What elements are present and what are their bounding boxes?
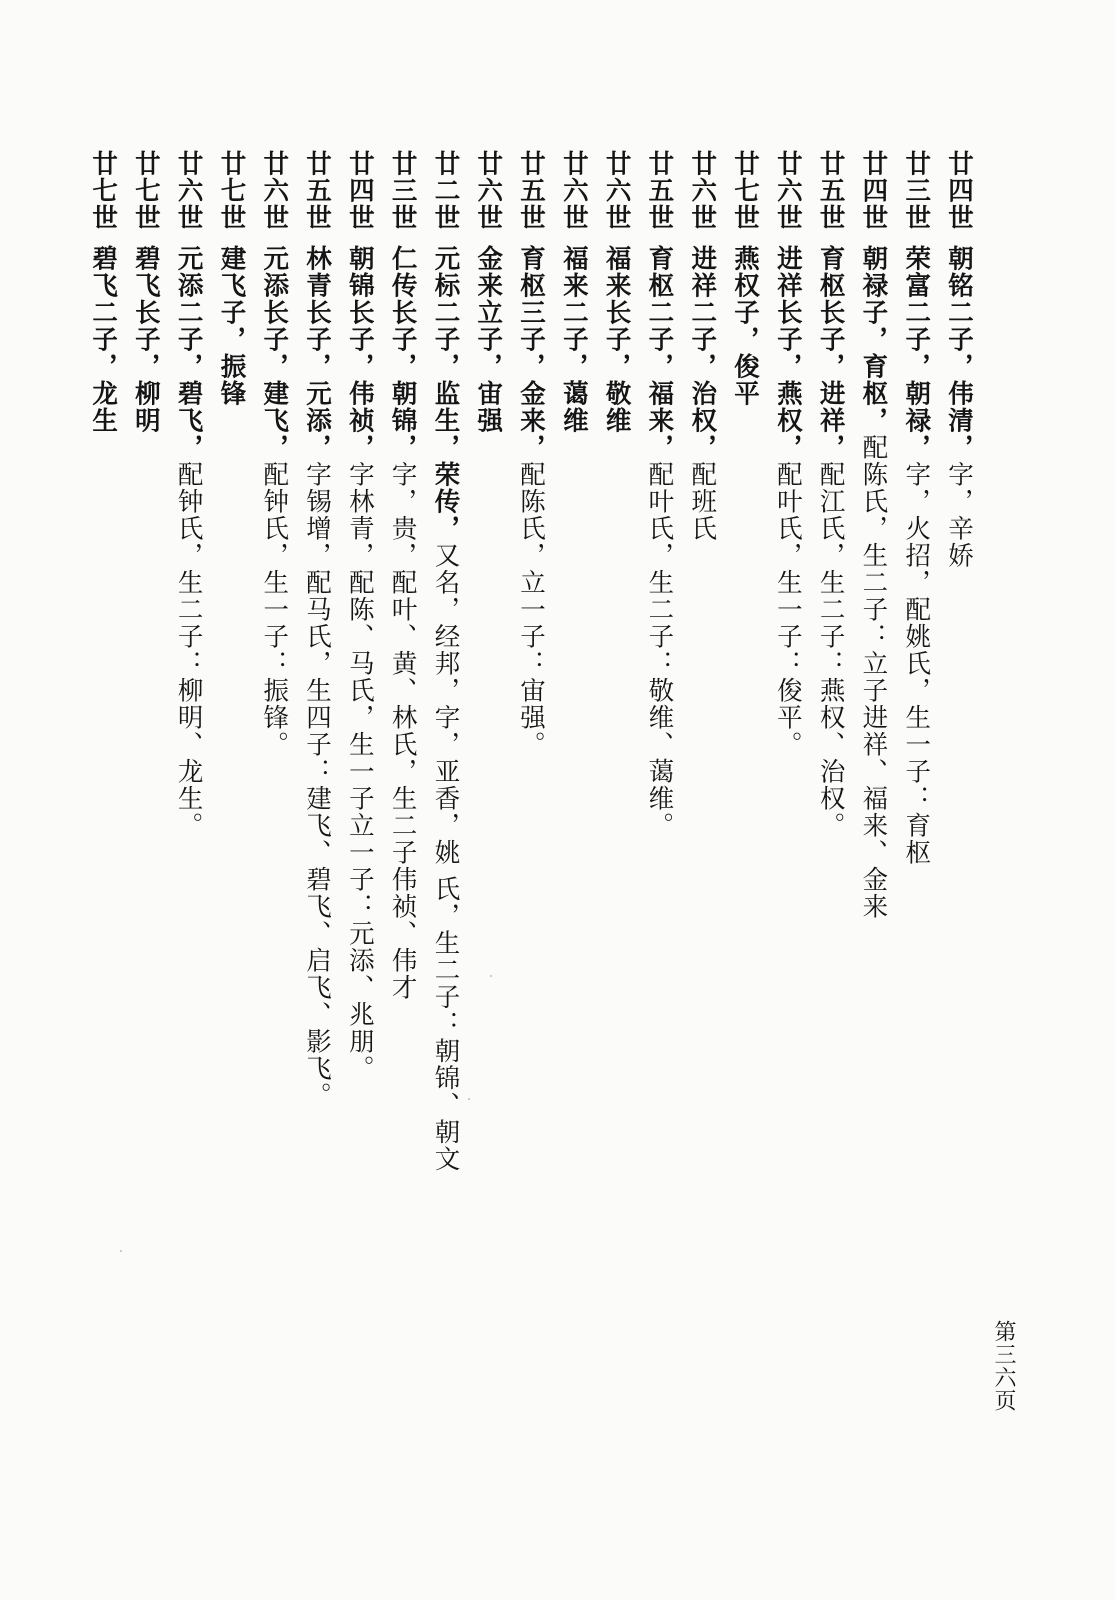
genealogy-entry [809, 150, 852, 839]
entry-heading: 仁传长子，朝锦， [387, 245, 418, 461]
genealogy-entry [124, 150, 167, 434]
generation-label: 廿六世 [687, 150, 718, 231]
entry-heading: 元标二子，监生，荣传， [430, 245, 461, 542]
entry-heading: 林青长子，元添， [302, 245, 333, 461]
entry-detail: 配叶氏，生二子：敬维、蔼维。 [644, 461, 675, 839]
entry-heading: 碧飞长子，柳明 [130, 245, 161, 434]
entry-heading: 元添二子，碧飞， [173, 245, 204, 461]
generation-label: 廿五世 [815, 150, 846, 231]
genealogy-entry [424, 150, 467, 1173]
entry-heading: 福来二子，蔼维 [558, 245, 589, 434]
genealogy-entry [894, 150, 937, 866]
entry-detail: 配陈氏，立一子：宙强。 [516, 461, 547, 758]
generation-label: 廿七世 [730, 150, 761, 231]
genealogy-entry [81, 150, 124, 434]
entry-detail: 配钟氏，生一子：振锋。 [259, 461, 290, 758]
generation-label: 廿四世 [858, 150, 889, 231]
entry-detail: 配叶氏，生一子：俊平。 [772, 461, 803, 758]
generation-label: 廿四世 [944, 150, 974, 231]
entry-heading: 碧飞二子，龙生 [88, 245, 119, 434]
generation-label: 廿六世 [772, 150, 803, 231]
entry-heading: 育枢长子，进祥， [815, 245, 846, 461]
genealogy-entry [723, 150, 766, 407]
entry-heading: 荣富二子，朝禄， [901, 245, 932, 461]
generation-label: 廿六世 [601, 150, 632, 231]
genealogy-entry [338, 150, 381, 1082]
generation-label: 廿三世 [387, 150, 418, 231]
entry-heading: 元添长子，建飞， [259, 245, 290, 461]
genealogy-entry [680, 150, 723, 542]
scan-speck [468, 1098, 470, 1100]
generation-label: 廿六世 [259, 150, 290, 231]
entry-detail: 配钟氏，生二子：柳明、龙生。 [173, 461, 204, 839]
genealogy-entry [167, 150, 210, 839]
entry-detail: 配班氏 [687, 461, 718, 542]
genealogy-entry [252, 150, 295, 758]
entry-detail: 字锡增，配马氏，生四子：建飞、碧飞、启飞、影飞。 [302, 461, 333, 1109]
genealogy-entry [295, 150, 338, 1109]
entry-heading: 育枢三子，金来， [516, 245, 547, 461]
genealogy-entry [210, 150, 253, 407]
entry-detail: 字林青，配陈、马氏，生一子立一子：元添、兆朋。 [344, 461, 375, 1082]
genealogy-entry [638, 150, 681, 839]
entry-heading: 建飞子，振锋 [216, 245, 247, 407]
genealogy-entry [852, 150, 895, 920]
entry-heading: 朝锦长子，伟祯， [344, 245, 375, 461]
entry-detail: 字，辛娇 [944, 461, 974, 569]
generation-label: 廿五世 [302, 150, 333, 231]
entry-heading: 育枢二子，福来， [644, 245, 675, 461]
page-number: 第三六页 [991, 1320, 1016, 1412]
entry-detail: 又名，经邦，字，亚香，姚 氏，生二子：朝锦、朝文 [430, 542, 461, 1173]
entry-detail: 配陈氏，生二子：立子进祥、福来、金来 [858, 434, 889, 920]
generation-label: 廿二世 [430, 150, 461, 231]
entry-detail: 字，贵，配叶、黄、林氏，生二子伟祯、伟才 [387, 461, 418, 1001]
genealogy-entry [466, 150, 509, 434]
entry-heading: 朝禄子，育枢， [858, 245, 889, 434]
genealogy-entry [509, 150, 552, 758]
entry-heading: 朝铭二子，伟清， [944, 245, 974, 461]
generation-label: 廿五世 [516, 150, 547, 231]
genealogy-entry [552, 150, 595, 434]
generation-label: 廿五世 [644, 150, 675, 231]
generation-label: 廿六世 [173, 150, 204, 231]
entry-heading: 金来立子，宙强 [473, 245, 504, 434]
generation-label: 廿七世 [88, 150, 119, 231]
entry-detail: 字，火招，配姚氏，生一子：育枢 [901, 461, 932, 866]
generation-label: 廿七世 [216, 150, 247, 231]
entry-heading: 进祥长子，燕权， [772, 245, 803, 461]
genealogy-entry [766, 150, 809, 758]
genealogy-entry [381, 150, 424, 1001]
scan-speck [490, 975, 492, 977]
generation-label: 廿三世 [901, 150, 932, 231]
generation-label: 廿四世 [344, 150, 375, 231]
generation-label: 廿七世 [130, 150, 161, 231]
generation-label: 廿六世 [558, 150, 589, 231]
genealogy-entry [595, 150, 638, 434]
entry-detail: 配江氏，生二子：燕权、治权。 [815, 461, 846, 839]
entry-heading: 福来长子，敬维 [601, 245, 632, 434]
scan-speck [120, 1250, 122, 1252]
entry-heading: 进祥二子，治权， [687, 245, 718, 461]
entry-heading: 燕权子，俊平 [730, 245, 761, 407]
genealogy-entries [81, 150, 980, 1450]
generation-label: 廿六世 [473, 150, 504, 231]
genealogy-entry [937, 150, 980, 569]
